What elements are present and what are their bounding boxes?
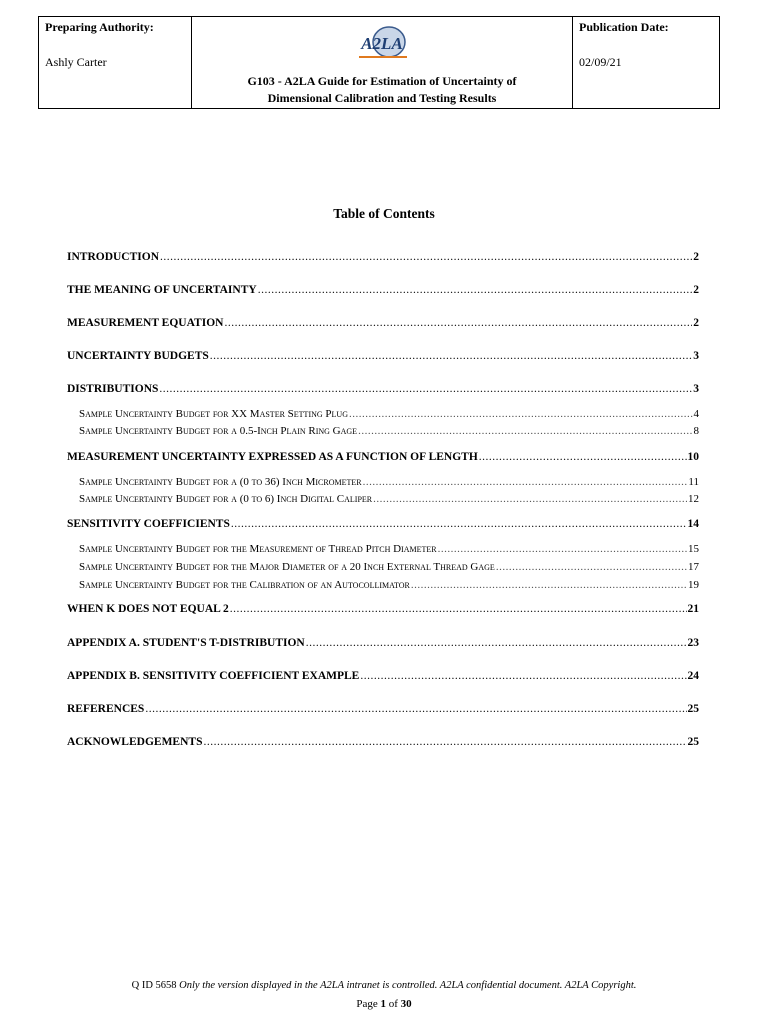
toc-subentry[interactable]	[79, 425, 699, 437]
toc-entry-label: REFERENCES	[67, 703, 145, 715]
toc-entry-page: 10	[687, 451, 699, 463]
toc-entry-page: 14	[687, 518, 699, 530]
toc-entry-page: 21	[687, 603, 699, 615]
toc-title: Table of Contents	[333, 206, 435, 221]
toc-entry-label: MEASUREMENT UNCERTAINTY EXPRESSED AS A FUNCTION OF LENGTH	[67, 451, 478, 463]
toc-entry-page: 25	[687, 736, 699, 748]
toc-entry-page: 17	[688, 561, 699, 573]
document-title	[192, 73, 572, 107]
toc-entry-label: Sample Uncertainty Budget for the Major Diameter of a 20 Inch External Thread Gage	[79, 561, 495, 573]
toc-entry[interactable]	[67, 603, 699, 615]
toc-entry[interactable]	[67, 284, 699, 296]
toc-entry-page: 25	[687, 703, 699, 715]
toc-entry-label: Sample Uncertainty Budget for a (0 to 6) Inch Digital Caliper	[79, 493, 373, 505]
toc-entry-page: 2	[693, 251, 699, 263]
toc-subentry[interactable]	[79, 408, 699, 420]
toc-entry[interactable]	[67, 451, 699, 463]
toc-entry-page: 8	[693, 425, 699, 437]
toc-entry[interactable]	[67, 383, 699, 395]
a2la-logo-icon	[351, 25, 413, 61]
toc-entry-label: Sample Uncertainty Budget for the Calibration of an Autocollimator	[79, 579, 410, 591]
toc-entry-page: 2	[693, 317, 699, 329]
preparing-authority-cell	[39, 17, 192, 108]
toc-entry-label: MEASUREMENT EQUATION	[67, 317, 224, 329]
document-title-cell	[192, 17, 573, 108]
toc-entry-page: 3	[693, 350, 699, 362]
toc-entry-label: DISTRIBUTIONS	[67, 383, 159, 395]
toc-entry-label: APPENDIX A. STUDENT'S T-DISTRIBUTION	[67, 637, 305, 649]
document-title-line1: G103 - A2LA Guide for Estimation of Uncertainty of	[247, 74, 517, 88]
footer-control-note: Only the version displayed in the A2LA intranet is controlled. A2LA confidential document. A2LA Copyright.	[179, 980, 637, 991]
toc-entry-page: 24	[687, 670, 699, 682]
logo-text: A2LA	[361, 34, 403, 53]
toc-entry-page: 4	[693, 408, 699, 420]
toc-entry-page: 11	[688, 476, 699, 488]
document-title-line2: Dimensional Calibration and Testing Results	[267, 91, 497, 105]
footer-qid: Q ID 5658	[131, 980, 177, 991]
toc-entry-label: Sample Uncertainty Budget for a 0.5-Inch Plain Ring Gage	[79, 425, 358, 437]
footer-note	[0, 980, 768, 991]
page-of: of	[388, 998, 398, 1010]
page-prefix: Page	[356, 998, 378, 1010]
toc-entry-page: 15	[688, 543, 699, 555]
toc-entry[interactable]	[67, 637, 699, 649]
toc-entry[interactable]	[67, 518, 699, 530]
toc-subentry[interactable]	[79, 579, 699, 591]
toc-entry[interactable]	[67, 703, 699, 715]
toc-entry-page: 2	[693, 284, 699, 296]
toc-entry-label: SENSITIVITY COEFFICIENTS	[67, 518, 230, 530]
toc-entry-label: ACKNOWLEDGEMENTS	[67, 736, 203, 748]
toc-entry[interactable]	[67, 350, 699, 362]
toc-entry[interactable]	[67, 670, 699, 682]
toc-entry-label: Sample Uncertainty Budget for a (0 to 36) Inch Micrometer	[79, 476, 362, 488]
publication-date-label: Publication Date:	[579, 20, 669, 34]
toc-entry-label: INTRODUCTION	[67, 251, 160, 263]
toc-entry-label: UNCERTAINTY BUDGETS	[67, 350, 209, 362]
page-current: 1	[380, 998, 386, 1010]
toc-subentry[interactable]	[79, 493, 699, 505]
preparing-authority-value: Ashly Carter	[45, 55, 107, 69]
toc-subentry[interactable]	[79, 543, 699, 555]
page-number	[0, 998, 768, 1010]
toc-entry-label: APPENDIX B. SENSITIVITY COEFFICIENT EXAMPLE	[67, 670, 360, 682]
toc-entry-label: Sample Uncertainty Budget for XX Master Setting Plug	[79, 408, 348, 420]
toc-subentry[interactable]	[79, 561, 699, 573]
toc-entry-page: 23	[687, 637, 699, 649]
toc-entry[interactable]	[67, 317, 699, 329]
toc-entry[interactable]	[67, 251, 699, 263]
toc-entry-label: THE MEANING OF UNCERTAINTY	[67, 284, 257, 296]
toc-entry-page: 12	[688, 493, 699, 505]
publication-date-value: 02/09/21	[579, 55, 622, 69]
toc-subentry[interactable]	[79, 476, 699, 488]
toc-entry-label: WHEN K DOES NOT EQUAL 2	[67, 603, 229, 615]
toc-entry[interactable]	[67, 736, 699, 748]
toc-entry-label: Sample Uncertainty Budget for the Measurement of Thread Pitch Diameter	[79, 543, 437, 555]
document-header	[38, 16, 720, 109]
page-total: 30	[400, 998, 412, 1010]
toc-entry-page: 3	[693, 383, 699, 395]
publication-date-cell	[573, 17, 719, 108]
preparing-authority-label: Preparing Authority:	[45, 20, 154, 34]
toc-entry-page: 19	[688, 579, 699, 591]
